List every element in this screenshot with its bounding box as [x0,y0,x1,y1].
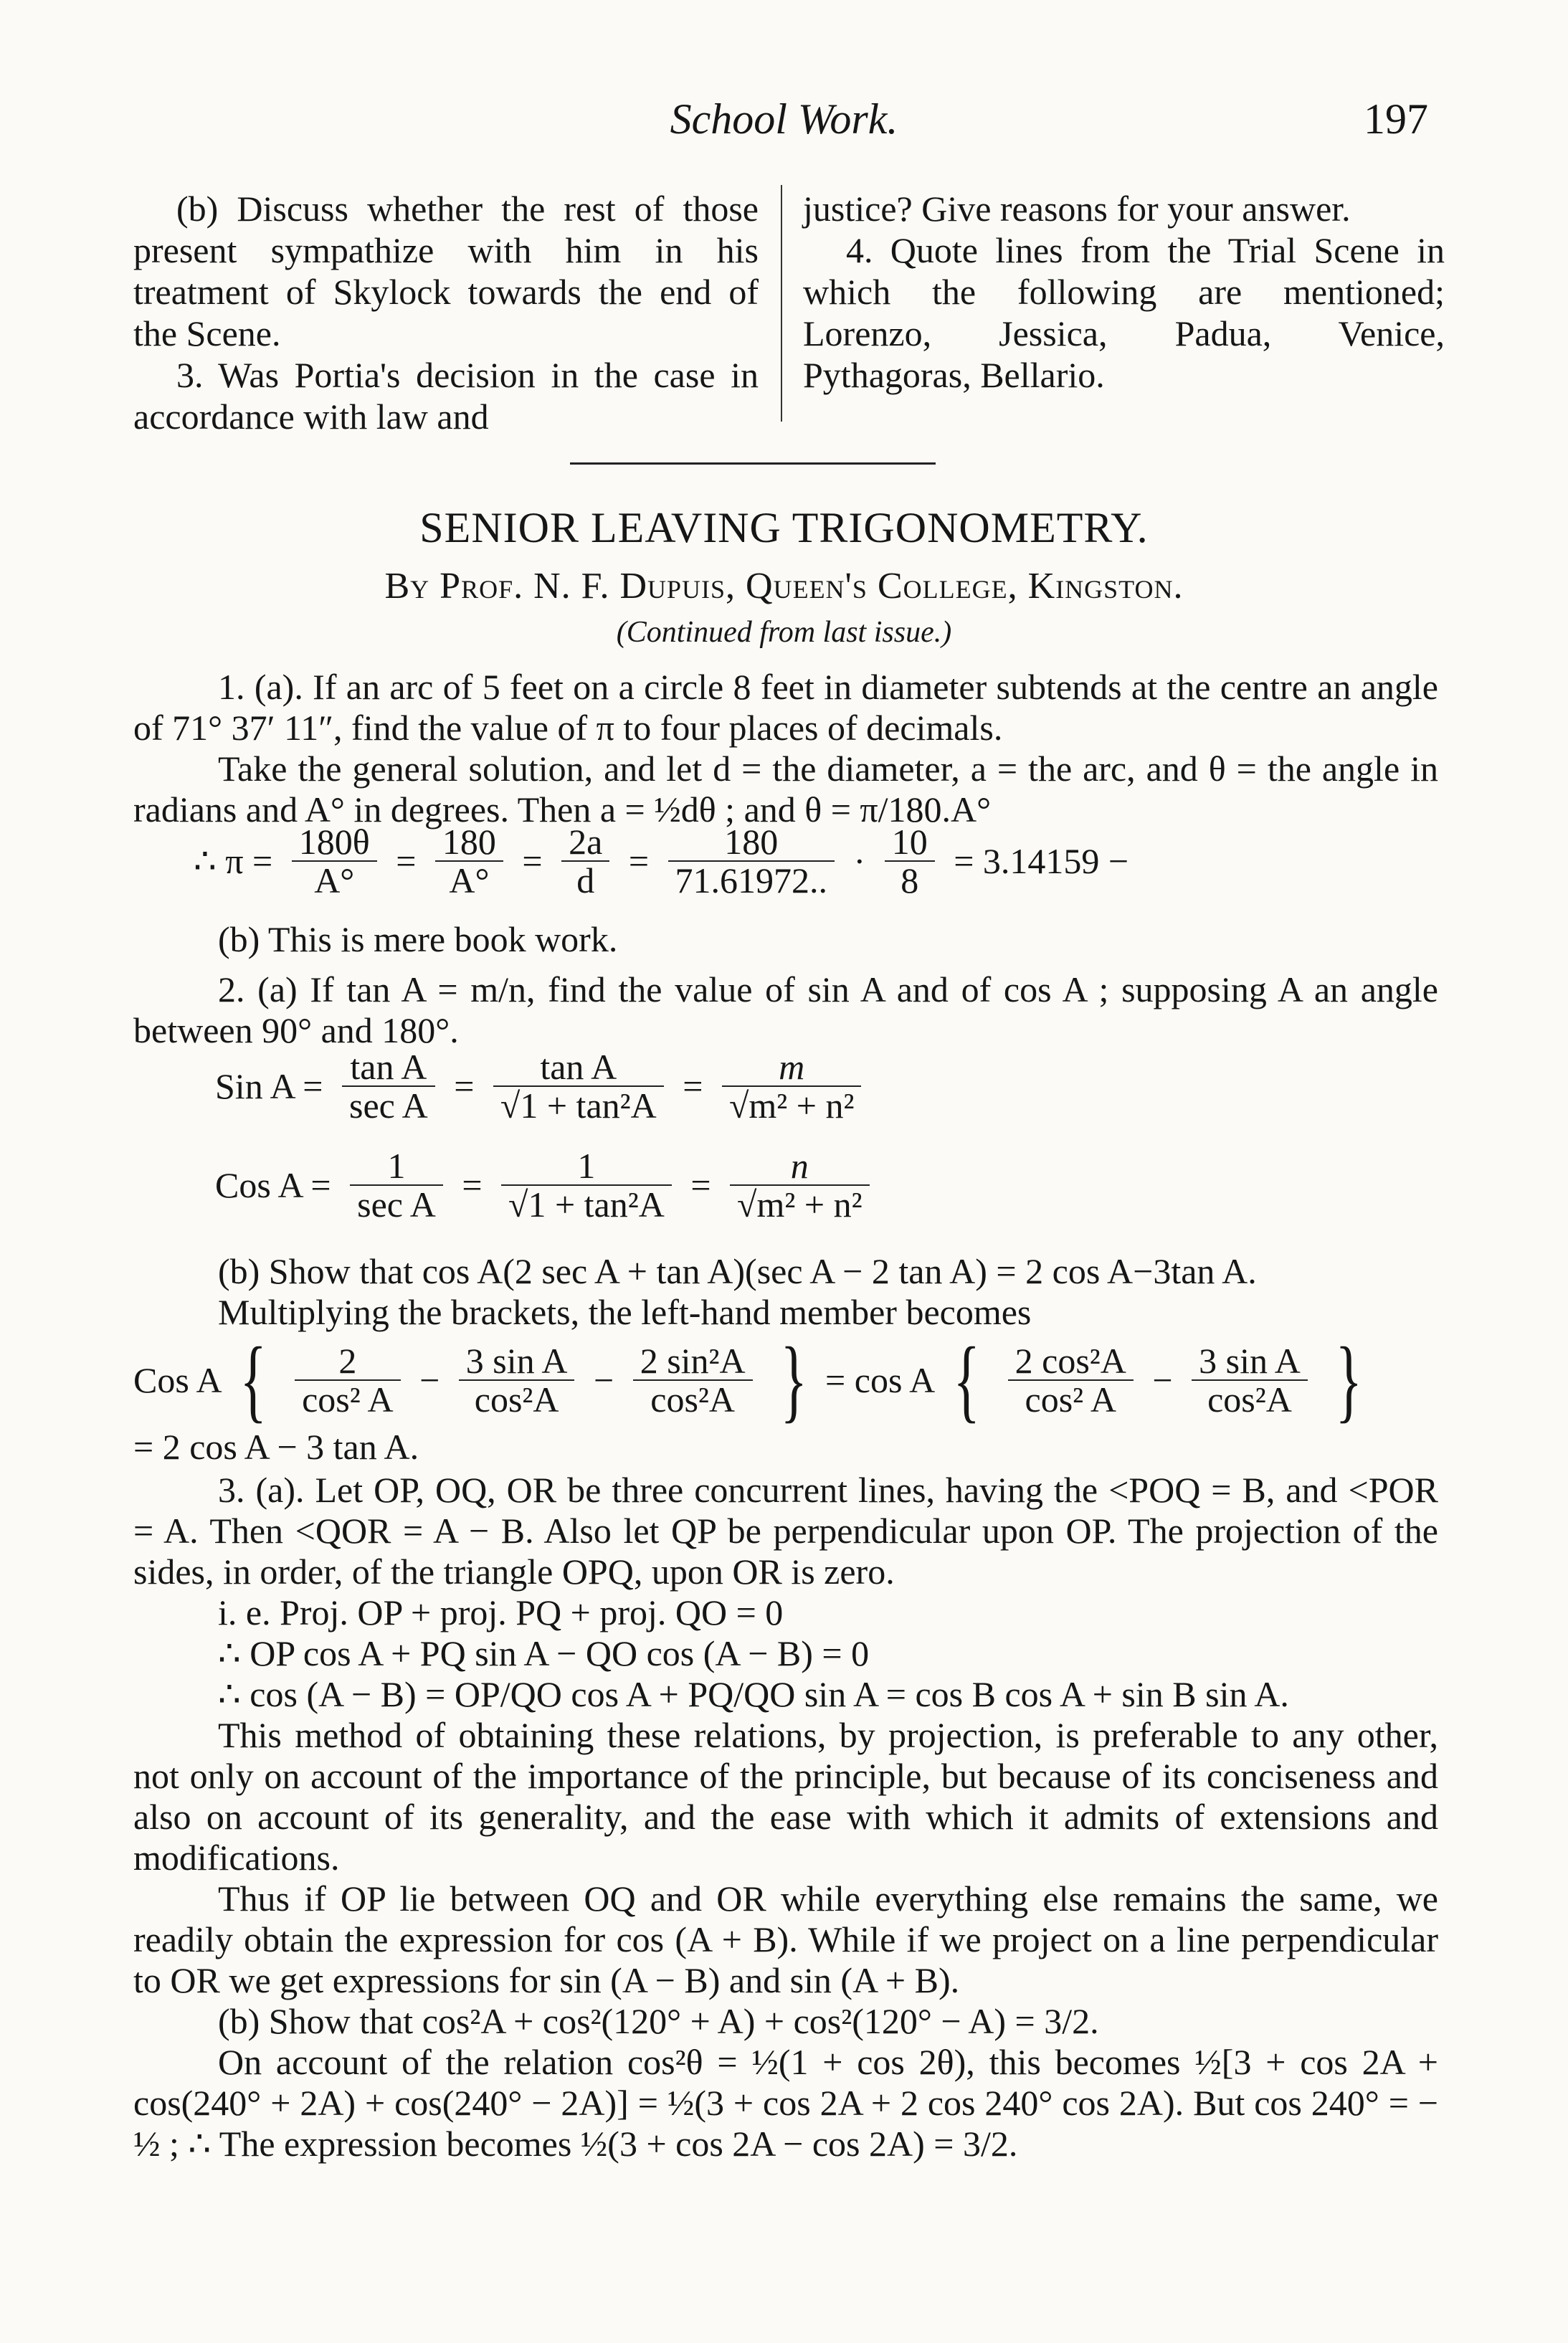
numerator: 180 [435,823,503,862]
question-3-cont: justice? Give reasons for your answer. [803,189,1351,229]
q3-b: (b) Show that cos²A + cos²(120° + A) + cos²(120° − A) = 3/2. [218,2001,1099,2041]
denominator: cos²A [650,1379,736,1420]
equals: = [628,840,650,881]
question-b-discuss: (b) Discuss whether the rest of those present sympathize with him in his treatment of Skylock towards the end of the Scene. [133,189,759,353]
denominator: cos² A [1025,1379,1117,1420]
eq-result: = 3.14159 − [954,840,1129,881]
denominator: sec A [349,1085,428,1126]
numerator: 10 [885,823,935,862]
cos-label: Cos A = [215,1164,331,1205]
fraction [493,1048,664,1124]
denominator: √m² + n² [728,1085,855,1126]
numerator: 1 [501,1147,672,1186]
numerator: m [722,1048,862,1087]
q1-solution: Take the general solution, and let d = the diameter, a = the arc, and θ = the angle in radians and A° in degrees. Then a = ½dθ ; and θ = π/180.A° [133,748,1438,830]
mid-equals: = cos A [825,1359,936,1400]
numerator: 2 [295,1342,401,1381]
equals: = [462,1164,483,1205]
sin-label: Sin A = [215,1065,323,1106]
q2-b: (b) Show that cos A(2 sec A + tan A)(sec A − 2 tan A) = 2 cos A−3tan A. [218,1251,1257,1291]
q1-b-block [133,919,1438,960]
q1-a: 1. (a). If an arc of 5 feet on a circle 8 feet in diameter subtends at the centre an angle of 71° 37′ 11″, find the value of π to four places of decimals. [133,667,1438,748]
numerator: tan A [493,1048,664,1087]
equals: = [683,1065,703,1106]
numerator: 2 cos²A [1008,1342,1134,1381]
equals: = [690,1164,711,1205]
q1-b: (b) This is mere book work. [218,919,618,959]
numerator: 2a [561,823,609,862]
fraction [435,823,503,899]
q3-therefore-2: ∴ cos (A − B) = OP/QO cos A + PQ/QO sin A = cos B cos A + sin B sin A. [218,1674,1289,1714]
minus: − [1152,1359,1173,1400]
q1-text [133,667,1438,830]
denominator: cos² A [302,1379,394,1420]
q3-a: 3. (a). Let OP, OQ, OR be three concurrent lines, having the <POQ = B, and <POR = A. Then <QOR = A − B. Also let QP be perpendicular upon OP. The projection of the sides, in order, of the triangle OPQ, upon OR is zero. [133,1470,1438,1592]
numerator: 180 [668,823,835,862]
q3-b-solution: On account of the relation cos²θ = ½(1 + cos 2θ), this becomes ½[3 + cos 2A + cos(240° + 2A) + cos(240° − 2A)] = ½(3 + cos 2A + 2 cos 240° cos 2A). But cos 240° = − ½ ; ∴ The expression becomes ½(3 + cos 2A − cos 2A) = 3/2. [133,2042,1438,2164]
right-column [803,188,1445,396]
denominator: √1 + tan²A [508,1184,665,1225]
numerator: 2 sin²A [633,1342,753,1381]
times: · [853,840,866,881]
equals: = [454,1065,475,1106]
q3-ie: i. e. Proj. OP + proj. PQ + proj. QO = 0 [218,1592,784,1633]
numerator: tan A [342,1048,435,1087]
sin-equation [215,1048,871,1124]
right-brace: } [780,1329,808,1432]
q2-a: 2. (a) If tan A = m/n, find the value of sin A and of cos A ; supposing A an angle between 90° and 180°. [133,969,1438,1050]
fraction [722,1048,862,1124]
byline: By Prof. N. F. Dupuis, Queen's College, Kingston. [384,566,1184,607]
fraction [885,823,935,899]
pi-equation [194,823,1129,899]
fraction [1192,1342,1308,1418]
denominator: cos²A [474,1379,559,1420]
q2-b-cont: Multiplying the brackets, the left-hand member becomes [218,1292,1032,1332]
fraction [1008,1342,1134,1418]
fraction [501,1147,672,1223]
q2-result-block [133,1427,1438,1468]
q3-block [133,1470,1438,2164]
fraction [633,1342,753,1418]
denominator: A° [314,860,355,900]
denominator: √m² + n² [737,1184,863,1225]
minus: − [593,1359,614,1400]
left-brace: { [953,1329,980,1432]
q2-b-block [133,1251,1438,1333]
denominator: 8 [901,860,919,900]
denominator: A° [449,860,490,900]
denominator: √1 + tan²A [500,1085,657,1126]
fraction [668,823,835,899]
minus: − [419,1359,440,1400]
left-column [133,188,759,437]
q3-paragraph-2: Thus if OP lie between OQ and OR while everything else remains the same, we readily obtain the expression for cos (A + B). While if we project on a line perpendicular to OR we get expressions for sin (A − B) and sin (A + B). [133,1878,1438,2000]
cos-equation [215,1147,880,1223]
fraction [561,823,609,899]
denominator: sec A [357,1184,436,1225]
equals: = [522,840,543,881]
section-separator [570,462,936,465]
question-3-portia: 3. Was Portia's decision in the case in accordance with law and [133,355,759,437]
fraction [350,1147,443,1223]
fraction [342,1048,435,1124]
q2-result: = 2 cos A − 3 tan A. [133,1427,419,1467]
column-divider [781,185,782,422]
q3-therefore-1: ∴ OP cos A + PQ sin A − QO cos (A − B) = 0 [218,1633,870,1673]
fraction [730,1147,870,1223]
section-title: SENIOR LEAVING TRIGONOMETRY. [419,504,1149,551]
page-number: 197 [1364,95,1428,143]
numerator: n [730,1147,870,1186]
right-brace: } [1335,1329,1363,1432]
fraction [459,1342,575,1418]
q2-a-block [133,969,1438,1051]
numerator: 3 sin A [1192,1342,1308,1381]
q3-paragraph-1: This method of obtaining these relations, by projection, is preferable to any other, not only on account of the importance of the principle, but because of its conciseness and also on account of its generality, and the ease with which it admits of extensions and modifications. [133,1715,1438,1878]
eq-lead: ∴ π = [194,840,273,881]
numerator: 180θ [292,823,377,862]
left-brace: { [239,1329,267,1432]
cos-a-label: Cos A [133,1359,222,1400]
continued-note: (Continued from last issue.) [616,616,952,649]
fraction [292,823,377,899]
question-4-quote: 4. Quote lines from the Trial Scene in which the following are mentioned; Lorenzo, Jessica, Padua, Venice, Pythagoras, Bellario. [803,230,1445,395]
numerator: 1 [350,1147,443,1186]
fraction [295,1342,401,1418]
running-head: School Work. [670,95,898,143]
numerator: 3 sin A [459,1342,575,1381]
denominator: cos²A [1207,1379,1292,1420]
denominator: 71.61972.. [675,860,828,900]
denominator: d [576,860,595,900]
bracket-equation [133,1329,1372,1432]
equals: = [396,840,417,881]
